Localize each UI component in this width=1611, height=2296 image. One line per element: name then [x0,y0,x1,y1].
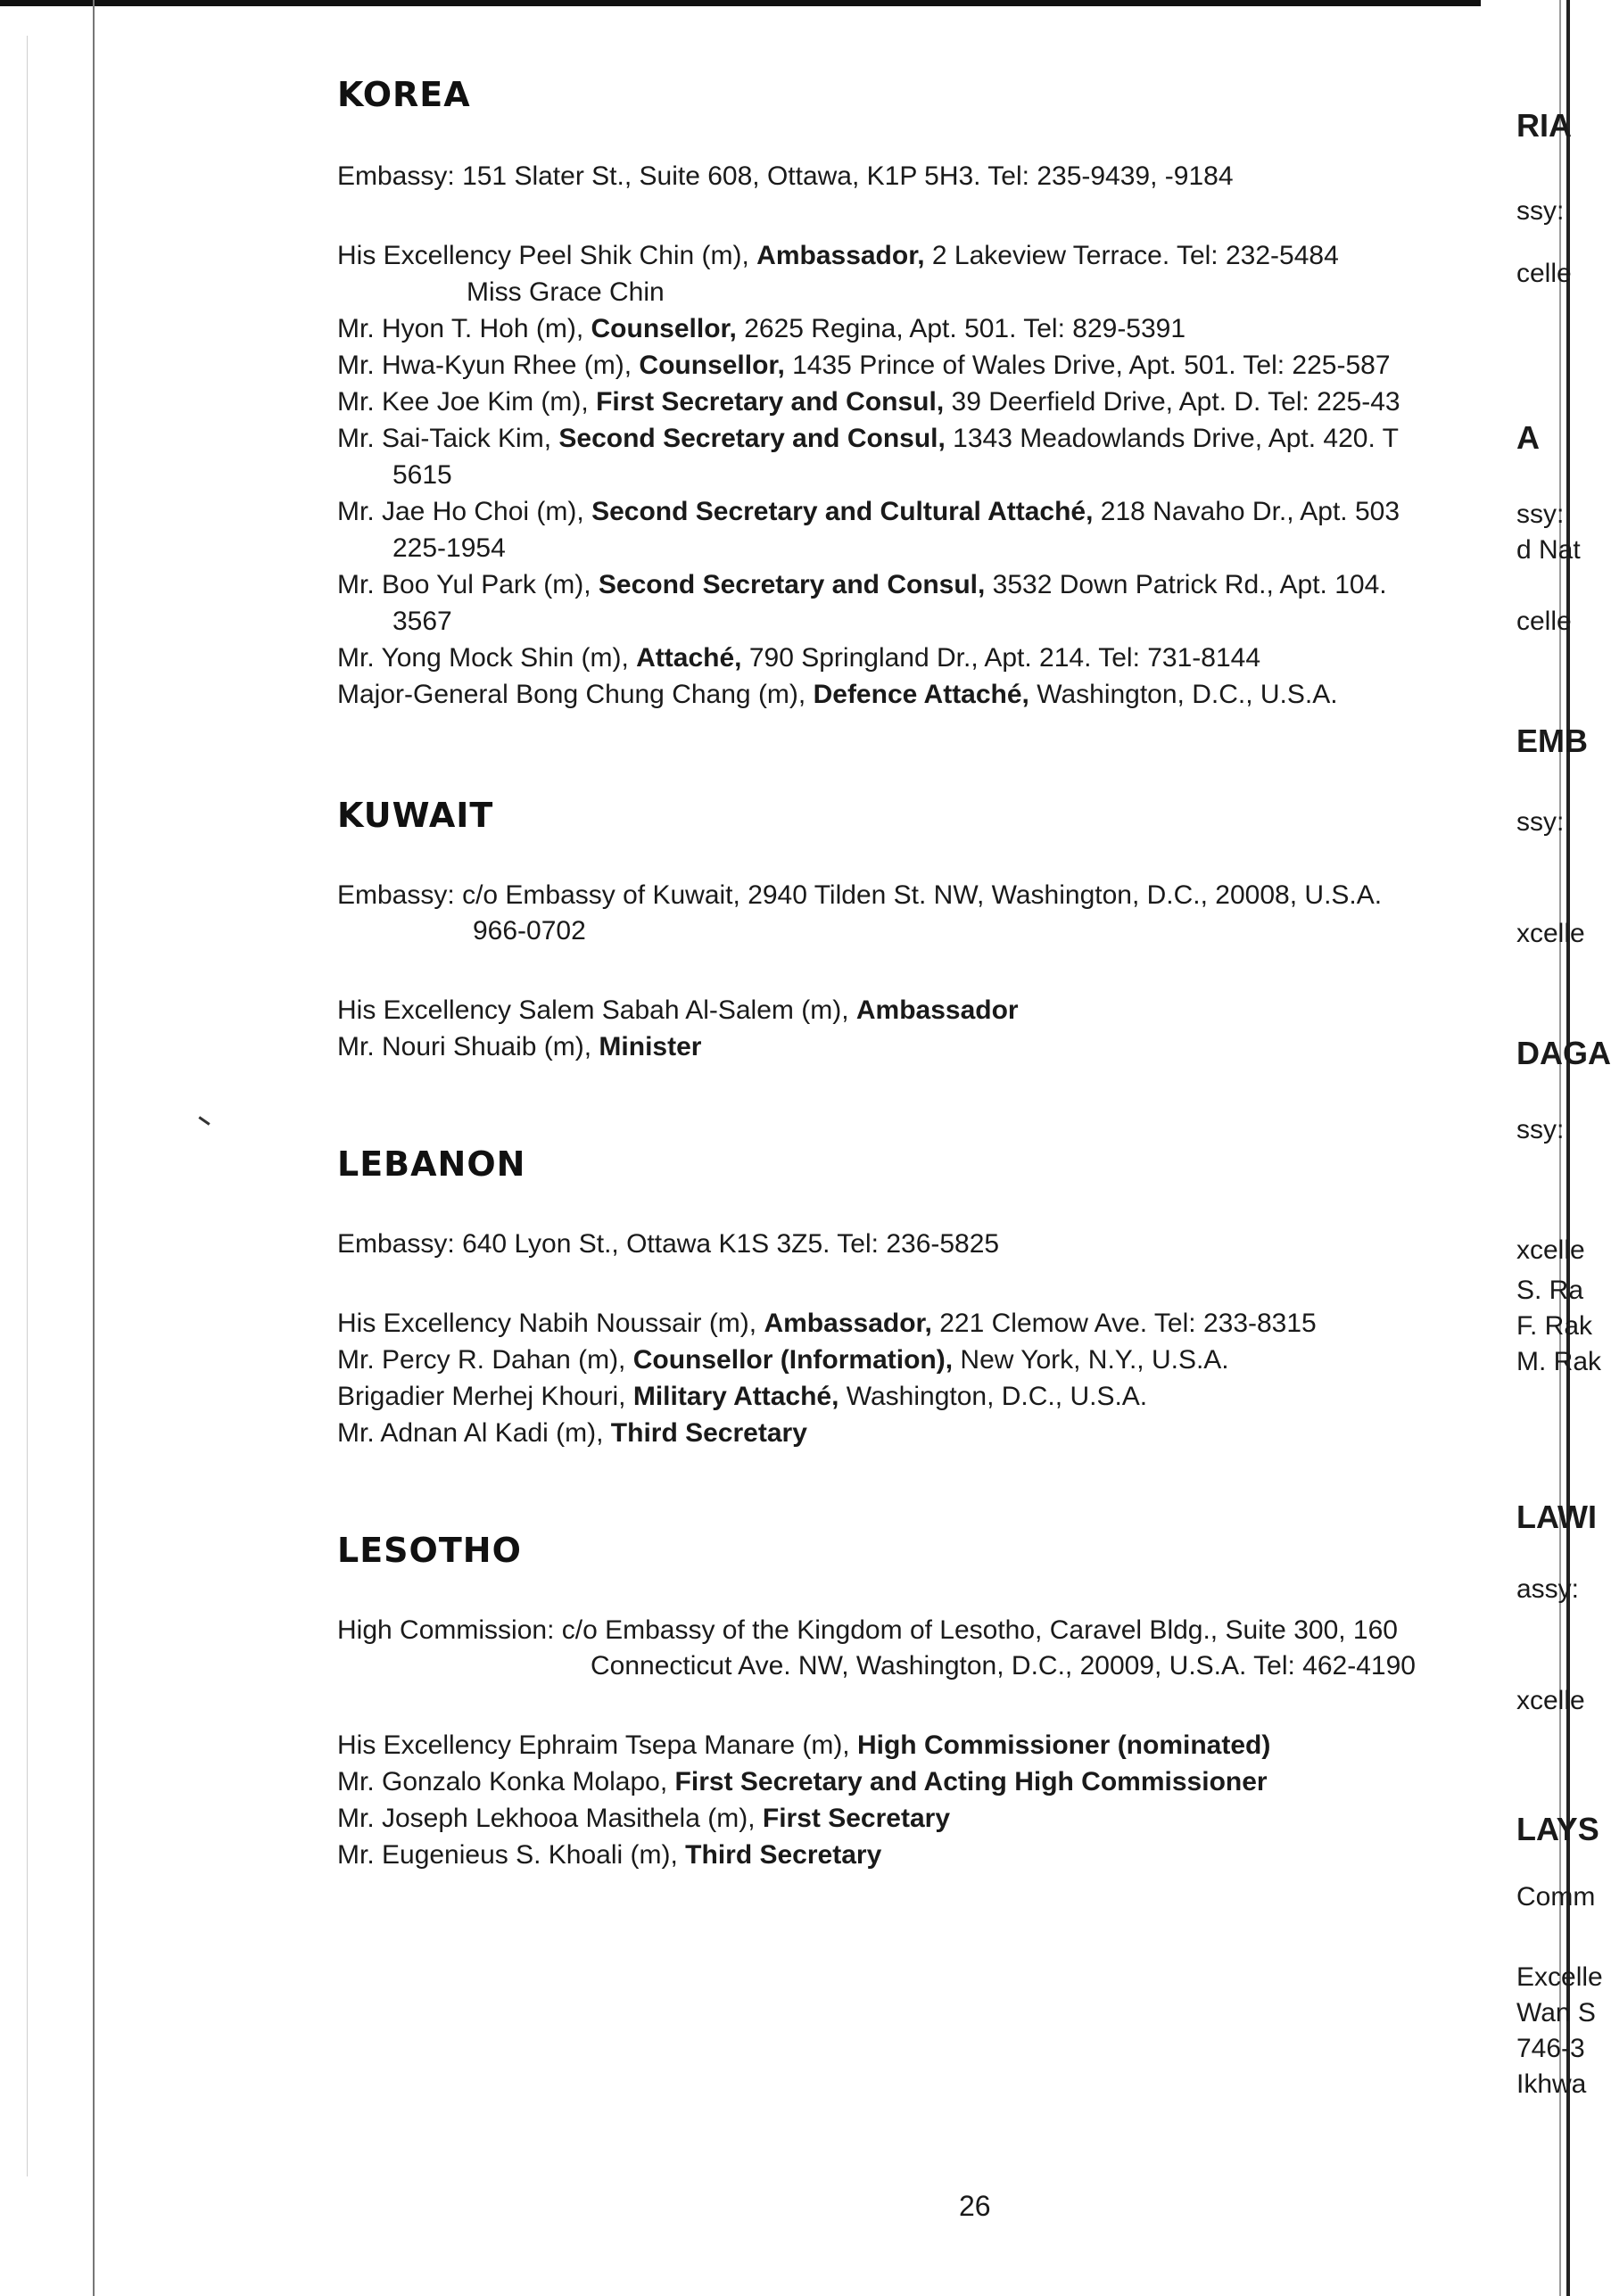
staff-title: Second Secretary and Cultural Attaché, [591,497,1094,526]
facing-page-fragment: Ikhwa [1516,2069,1587,2099]
facing-page-fragment: assy: [1516,1574,1580,1604]
staff-entry [337,1800,1479,1837]
section-title: LEBANON [337,1144,526,1184]
staff-title: Counsellor, [639,351,785,380]
staff-details-continuation: 225-1954 [392,533,506,563]
facing-page-fragment: ssy: [1516,500,1565,529]
address-continuation: 966-0702 [473,916,586,946]
facing-page-fragment: LAYS [1516,1811,1599,1847]
staff-name: Mr. Jae Ho Choi (m), [337,497,592,526]
staff-title: Minister [599,1032,702,1061]
staff-name: Mr. Boo Yul Park (m), [337,570,599,599]
address-label: Embassy: [337,1229,455,1259]
facing-page-fragment: ssy: [1516,196,1565,226]
staff-title: Ambassador, [764,1309,932,1338]
staff-entry [337,237,1479,310]
facing-page-fragment: DAGA [1516,1035,1611,1071]
staff-name: His Excellency Salem Sabah Al-Salem (m), [337,995,856,1025]
staff-title: Attaché, [636,643,742,673]
facing-page-fragment: A [1516,419,1540,456]
staff-title: First Secretary [762,1804,951,1833]
staff-entry [337,1727,1479,1763]
section-title: KOREA [337,75,471,114]
staff-title: Third Secretary [685,1840,882,1870]
staff-name: His Excellency Peel Shik Chin (m), [337,241,757,270]
facing-page-fragment: Excelle [1516,1962,1603,1992]
facing-page-fragment: xcelle [1516,919,1585,948]
facing-page-fragment: LAWI [1516,1499,1597,1535]
staff-title: Ambassador, [756,241,925,270]
embassy-address [337,1226,1479,1262]
facing-page-fragment: Comm [1516,1882,1596,1912]
staff-title: First Secretary and Consul, [596,387,945,417]
staff-details-continuation: 5615 [392,460,452,490]
staff-entry [337,1378,1479,1415]
staff-name: His Excellency Nabih Noussair (m), [337,1309,764,1338]
staff-title: Third Secretary [610,1418,807,1448]
staff-name: Mr. Hyon T. Hoh (m), [337,314,591,343]
scan-speck [198,1116,210,1125]
staff-spouse: Miss Grace Chin [467,277,665,307]
staff-name: Mr. Hwa-Kyun Rhee (m), [337,351,640,380]
staff-entry [337,992,1479,1028]
facing-page-fragment: 746-3 [1516,2034,1585,2063]
staff-title: Counsellor, [591,314,737,343]
staff-title: Counsellor (Information), [632,1345,954,1375]
facing-page-fragment: ssy: [1516,807,1565,837]
staff-name: Major-General Bong Chung Chang (m), [337,680,814,709]
staff-entry [337,420,1479,493]
staff-details: 3532 Down Patrick Rd., Apt. 104. [985,570,1387,599]
facing-page-fragment: S. Ra [1516,1276,1584,1305]
staff-name: Mr. Yong Mock Shin (m), [337,643,637,673]
staff-name: Mr. Eugenieus S. Khoali (m), [337,1840,686,1870]
staff-entry [337,347,1479,384]
staff-details: 2625 Regina, Apt. 501. Tel: 829-5391 [736,314,1186,343]
facing-page-fragment: M. Rak [1516,1347,1602,1376]
staff-details: 39 Deerfield Drive, Apt. D. Tel: 225-43 [944,387,1400,417]
staff-entry [337,384,1479,420]
staff-title: Defence Attaché, [813,680,1029,709]
scan-left-binding-line [93,0,95,2296]
staff-entry [337,566,1479,640]
facing-page-fragment: RIA [1516,107,1572,144]
embassy-address [337,878,1479,949]
staff-details: 221 Clemow Ave. Tel: 233-8315 [931,1309,1317,1338]
address-text: 151 Slater St., Suite 608, Ottawa, K1P 5H3. Tel: 235-9439, -9184 [462,161,1234,191]
staff-name: Mr. Sai-Taick Kim, [337,424,559,453]
staff-entry [337,640,1479,676]
address-continuation: Connecticut Ave. NW, Washington, D.C., 20009, U.S.A. Tel: 462-4190 [591,1651,1416,1681]
facing-page-fragment: xcelle [1516,1235,1585,1265]
address-text: 640 Lyon St., Ottawa K1S 3Z5. Tel: 236-5825 [462,1229,1000,1259]
staff-title: Military Attaché, [632,1382,839,1411]
staff-entry [337,1342,1479,1378]
staff-details: 790 Springland Dr., Apt. 214. Tel: 731-8144 [741,643,1261,673]
facing-page-fragment: xcelle [1516,1686,1585,1715]
facing-page-fragment: ssy: [1516,1115,1565,1144]
staff-title: Second Secretary and Consul, [558,424,946,453]
page-number: 26 [959,2190,991,2222]
section-title: LESOTHO [337,1531,522,1570]
staff-list [337,992,1479,1065]
scan-right-gutter [1566,0,1570,2296]
staff-name: His Excellency Ephraim Tsepa Manare (m), [337,1730,857,1760]
staff-entry [337,1763,1479,1800]
staff-title: Second Secretary and Consul, [598,570,986,599]
staff-title: High Commissioner (nominated) [856,1730,1271,1760]
staff-name: Mr. Gonzalo Konka Molapo, [337,1767,675,1796]
staff-entry [337,310,1479,347]
staff-name: Mr. Joseph Lekhooa Masithela (m), [337,1804,763,1833]
staff-list [337,1305,1479,1451]
scan-left-margin-line [27,36,28,2176]
staff-entry [337,1415,1479,1451]
section-title: KUWAIT [337,796,494,835]
scan-top-edge [0,0,1481,6]
address-text: c/o Embassy of the Kingdom of Lesotho, Caravel Bldg., Suite 300, 160 [561,1615,1398,1645]
staff-list [337,1727,1479,1873]
staff-name: Brigadier Merhej Khouri, [337,1382,633,1411]
facing-page-fragment: celle [1516,259,1572,288]
staff-details: New York, N.Y., U.S.A. [953,1345,1229,1375]
staff-entry [337,1837,1479,1873]
facing-page-fragment: celle [1516,607,1572,636]
staff-title: First Secretary and Acting High Commissioner [674,1767,1268,1796]
high-commission-address [337,1613,1479,1684]
staff-details: 2 Lakeview Terrace. Tel: 232-5484 [924,241,1339,270]
section-kuwait [337,796,1479,1065]
staff-details-continuation: 3567 [392,607,452,636]
staff-entry [337,493,1479,566]
facing-page-fragment: F. Rak [1516,1311,1593,1341]
staff-details: 218 Navaho Dr., Apt. 503 [1093,497,1400,526]
staff-title: Ambassador [855,995,1019,1025]
staff-details: 1343 Meadowlands Drive, Apt. 420. T [945,424,1399,453]
staff-entry [337,676,1479,713]
staff-details: 1435 Prince of Wales Drive, Apt. 501. Tel: 225-587 [784,351,1391,380]
staff-name: Mr. Kee Joe Kim (m), [337,387,597,417]
staff-name: Mr. Adnan Al Kadi (m), [337,1418,611,1448]
address-label: High Commission: [337,1615,555,1645]
staff-entry [337,1028,1479,1065]
embassy-address [337,159,1479,194]
facing-page-fragment: d Nat [1516,535,1581,565]
section-korea [337,75,1479,713]
address-label: Embassy: [337,880,455,910]
address-text: c/o Embassy of Kuwait, 2940 Tilden St. NW, Washington, D.C., 20008, U.S.A. [462,880,1383,910]
section-lesotho [337,1531,1479,1873]
scan-right-gutter-line [1559,0,1561,2296]
staff-details: Washington, D.C., U.S.A. [1029,680,1338,709]
staff-name: Mr. Nouri Shuaib (m), [337,1032,599,1061]
address-label: Embassy: [337,161,455,191]
facing-page-fragment: Wan S [1516,1998,1596,2028]
staff-name: Mr. Percy R. Dahan (m), [337,1345,633,1375]
section-lebanon [337,1144,1479,1451]
facing-page-fragment: EMB [1516,723,1588,759]
staff-details: Washington, D.C., U.S.A. [839,1382,1148,1411]
staff-entry [337,1305,1479,1342]
staff-list [337,237,1479,713]
